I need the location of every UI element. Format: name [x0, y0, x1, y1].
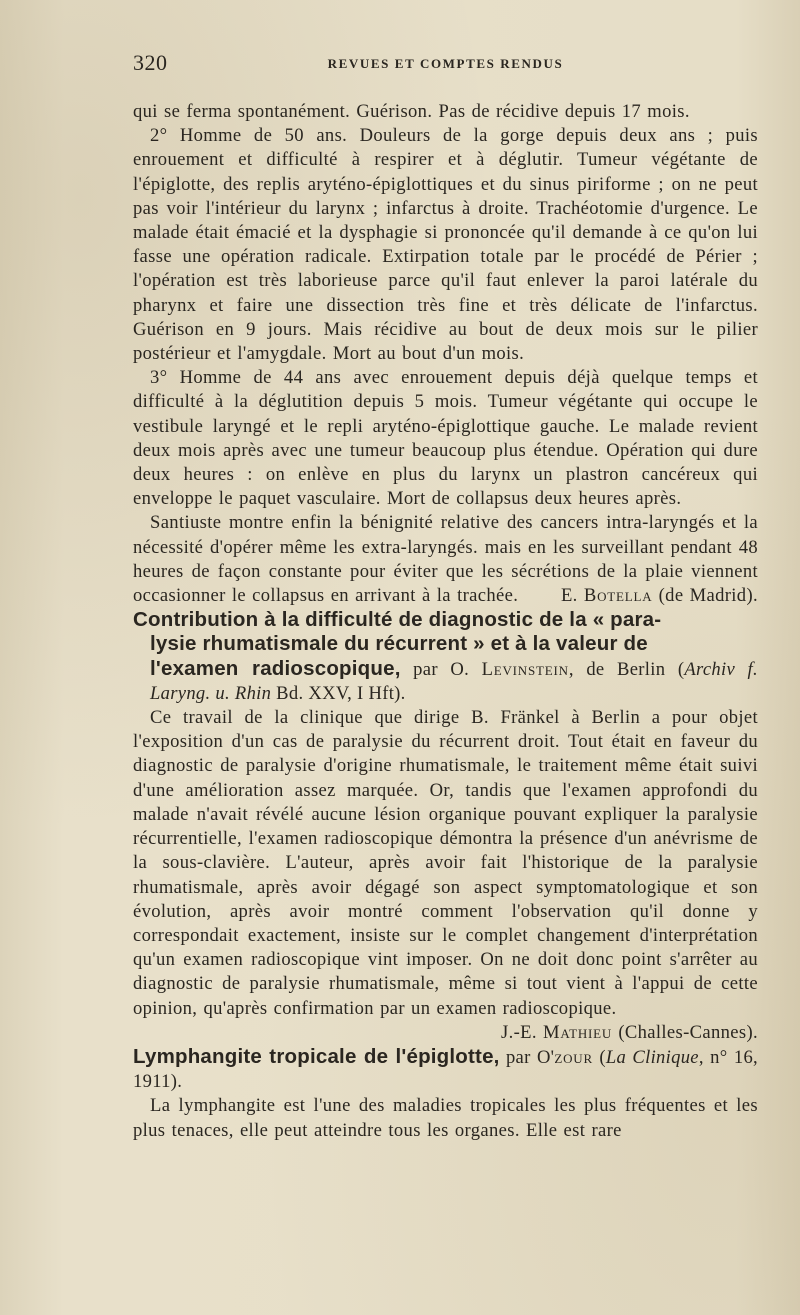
paragraph-conclusion [133, 511, 758, 608]
paragraph-conclusion-text: Santiuste montre enfin la bénignité relative des cancers intra-laryngés et la nécessité d'opérer même les extra-laryngés. mais en les surveillant pendant 48 heures de façon constante pour éviter que les sécrétions de la plaie viennent occasionner le collapsus en arrivant à la trachée. [133, 512, 758, 607]
running-head: REVUES ET COMPTES RENDUS [327, 56, 564, 71]
source-open: ( [599, 1046, 606, 1068]
body-text [133, 100, 758, 1143]
article-source-journal: La Clinique [605, 1046, 699, 1068]
article-author: Levinstein [481, 658, 569, 680]
reviewer-signature-botella [544, 584, 758, 608]
article-by: par O' [505, 1046, 555, 1068]
source-open: ( [677, 658, 685, 680]
reviewer-signature-mathieu [484, 1021, 758, 1045]
article-source-journal: Archiv f. Laryng. u. Rhin [150, 658, 758, 704]
paragraph-lymphangite: La lymphangite est l'une des maladies tropicales les plus fréquentes et les plus tenaces, elle peut atteindre tous les organes. Elle est rare [133, 1095, 758, 1141]
paragraph-case-3: 3° Homme de 44 ans avec enrouement depuis déjà quelque temps et difficulté à la déglutition depuis 5 mois. Tumeur végétante qui occupe le vestibule laryngé et le repli aryténo-épiglottique gauche. Le malade revient deux mois après avec une tumeur beaucoup plus étendue. Opération qui dure deux heures : on enlève en plus du larynx un plastron cancéreux qui enveloppe le paquet vasculaire. Mort de collapsus deux heures après. [133, 367, 758, 510]
signature-name: Botella [583, 585, 653, 607]
signature-initial: J.-E. [500, 1021, 537, 1043]
paragraph-case-2: 2° Homme de 50 ans. Douleurs de la gorge depuis deux ans ; puis enrouement et difficulté à respirer et à déglutir. Tumeur végétante de l'épiglotte, des replis aryténo-épiglottiques et du sinus piriforme ; on ne peut pas voir l'intérieur du larynx ; infarctus à droite. Trachéotomie d'urgence. Le malade était émacié et la dysphagie si prononcée qu'il demande à ce qu'on lui fasse une opération radicale. Extirpation totale par le procédé de Périer ; l'opération est très laborieuse parce qu'il faut enlever la paroi latérale du pharynx et faire une dissection très fine et très délicate de l'infarctus. Guérison en 9 jours. Mais récidive au bout de deux mois sur le pilier postérieur et l'amygdale. Mort au bout d'un mois. [133, 125, 758, 365]
article-title-line-1: Contribution à la difficulté de diagnostic de la « para- [133, 608, 662, 632]
article-title-line-2: lysie rhumatismale du récurrent » et à la valeur de [150, 632, 648, 656]
article-source-details: Bd. XXV, I Hft). [271, 682, 406, 704]
article-heading-ozour [133, 1045, 758, 1094]
page-header [133, 50, 758, 80]
paragraph-continuation: qui se ferma spontanément. Guérison. Pas de récidive depuis 17 mois. [133, 101, 690, 122]
paragraph-levinstein-review [133, 706, 758, 1043]
article-heading-levinstein [133, 608, 758, 706]
paragraph-levinstein-text: Ce travail de la clinique que dirige B. Fränkel à Berlin a pour objet l'exposition d'un cas de paralysie du récurrent droit. Tout était en faveur du diagnostic de paralysie d'origine rhumatismale, le traitement même était suivi d'une amélioration assez marquée. Or, tandis que l'examen approfondi du malade n'avait révélé aucune lésion organique pouvant expliquer la paralysie récurrentielle, l'examen radioscopique démontra la présence d'un anévrisme de la sous-clavière. L'auteur, après avoir fait l'historique de la paralysie rhumatismale, après avoir dégagé son aspect symptomatologique et son évolution, après avoir montré comment l'observation qu'il donne y correspondait exactement, insiste sur le complet changement d'interprétation qu'un examen radioscopique vint imposer. On ne doit donc point s'arrêter au diagnostic de paralysie rhumatismale, même si tout vient à l'appui de cette opinion, qu'après confirmation par un examen radioscopique. [133, 707, 758, 1019]
article-title-line-3: l'examen radioscopique, [150, 656, 401, 680]
article-by: par O. [413, 658, 470, 680]
signature-initial: E. [560, 585, 578, 607]
page-number: 320 [133, 50, 168, 75]
article-author: zour [554, 1046, 593, 1068]
article-title: Lymphangite tropicale de l'épiglotte, [133, 1044, 500, 1068]
signature-name: Mathieu [543, 1021, 613, 1043]
article-author-place: , de Berlin [568, 658, 666, 680]
signature-place: (Challes-Cannes). [618, 1021, 758, 1043]
article-byline [133, 657, 758, 706]
article-source-details: , n° 16, 1911). [133, 1046, 759, 1093]
signature-place: (de Madrid). [658, 585, 758, 607]
